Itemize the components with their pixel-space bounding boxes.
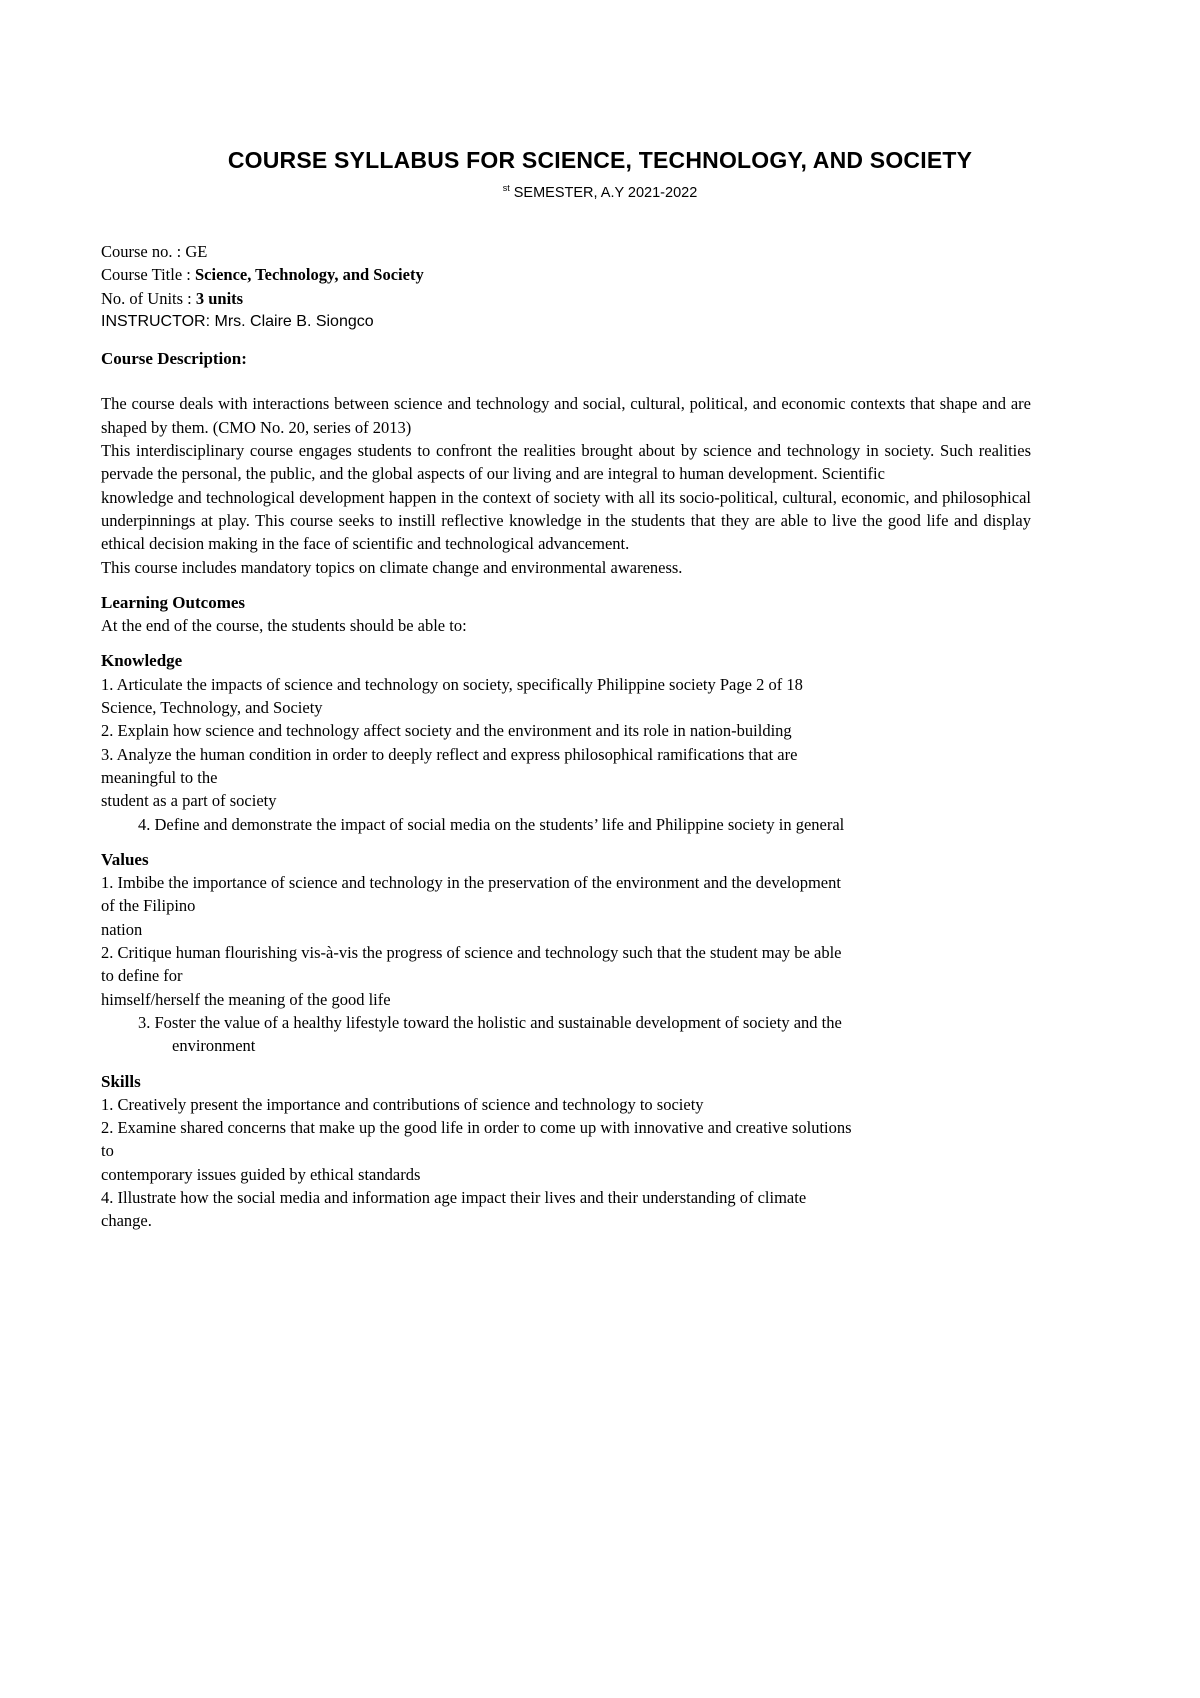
semester-ordinal: st xyxy=(502,183,510,193)
values-line: 1. Imbibe the importance of science and technology in the preservation of the environment and the development xyxy=(101,873,841,893)
semester-line xyxy=(0,183,1200,201)
skills-line: contemporary issues guided by ethical standards xyxy=(101,1164,421,1184)
document-title: COURSE SYLLABUS FOR SCIENCE, TECHNOLOGY, AND SOCIETY xyxy=(227,147,973,173)
values-item-3-continued: environment xyxy=(172,1036,256,1056)
knowledge-line: Science, Technology, and Society xyxy=(101,698,323,718)
units-line xyxy=(101,287,1031,310)
knowledge-line: 2. Explain how science and technology affect society and the environment and its role in nation-building xyxy=(101,721,792,741)
values-line: of the Filipino xyxy=(101,896,196,916)
semester-text: SEMESTER, A.Y 2021-2022 xyxy=(509,185,698,201)
skills-heading: Skills xyxy=(101,1071,141,1091)
course-title-value: Science, Technology, and Society xyxy=(194,265,424,285)
skills-line: 4. Illustrate how the social media and information age impact their lives and their understanding of climate xyxy=(101,1187,807,1207)
skills-line: change. xyxy=(101,1211,152,1231)
values-line: nation xyxy=(101,919,143,939)
skills-line: to xyxy=(101,1141,114,1161)
learning-outcomes-intro: At the end of the course, the students should be able to: xyxy=(101,616,467,636)
values-heading: Values xyxy=(101,849,149,869)
learning-outcomes-heading: Learning Outcomes xyxy=(101,592,246,612)
course-no-label: Course no. : xyxy=(101,242,186,261)
values-line: 2. Critique human flourishing vis-à-vis the progress of science and technology such that the student may be able xyxy=(101,943,842,963)
knowledge-line: student as a part of society xyxy=(101,791,277,811)
knowledge-line: 1. Articulate the impacts of science and technology on society, specifically Philippine society Page 2 of 18 xyxy=(101,674,803,694)
knowledge-line: 3. Analyze the human condition in order to deeply reflect and express philosophical ramifications that are xyxy=(101,744,798,764)
course-title-line xyxy=(101,263,1031,286)
description-paragraph-3: knowledge and technological development happen in the context of society with all its socio-political, cultural, economic, and philosophical underpinnings at play. This course seeks to instill reflective knowledge in the students that they are able to live the good life and display ethical decision making in the face of scientific and technological advancement. xyxy=(101,487,1031,554)
units-label: No. of Units : xyxy=(101,288,196,308)
knowledge-line: meaningful to the xyxy=(101,767,218,787)
course-description-heading: Course Description: xyxy=(101,349,247,369)
description-paragraph-4: This course includes mandatory topics on climate change and environmental awareness. xyxy=(101,557,683,577)
instructor-line: INSTRUCTOR: Mrs. Claire B. Siongco xyxy=(101,312,374,330)
description-paragraph-1: The course deals with interactions between science and technology and social, cultural, political, and economic contexts that shape and are shaped by them. (CMO No. 20, series of 2013) xyxy=(101,394,1031,437)
values-item-3: 3. Foster the value of a healthy lifestyle toward the holistic and sustainable development of society and the xyxy=(138,1012,842,1032)
values-line: to define for xyxy=(101,966,183,986)
skills-line: 2. Examine shared concerns that make up the good life in order to come up with innovative and creative solutions xyxy=(101,1118,852,1138)
knowledge-item-4: 4. Define and demonstrate the impact of social media on the students’ life and Philippine society in general xyxy=(138,814,845,834)
skills-line: 1. Creatively present the importance and contributions of science and technology to society xyxy=(101,1094,704,1114)
course-no-value: GE xyxy=(185,242,208,261)
values-line: himself/herself the meaning of the good life xyxy=(101,989,391,1009)
units-value: 3 units xyxy=(195,288,244,308)
course-no-line xyxy=(101,240,1031,263)
description-paragraph-2: This interdisciplinary course engages students to confront the realities brought about by science and technology in society. Such realities pervade the personal, the public, and the global aspects of our living and are integral to human development. Scientific xyxy=(101,441,1031,484)
document-body xyxy=(101,240,1031,1233)
knowledge-heading: Knowledge xyxy=(101,651,183,671)
course-title-label: Course Title : xyxy=(101,265,195,285)
